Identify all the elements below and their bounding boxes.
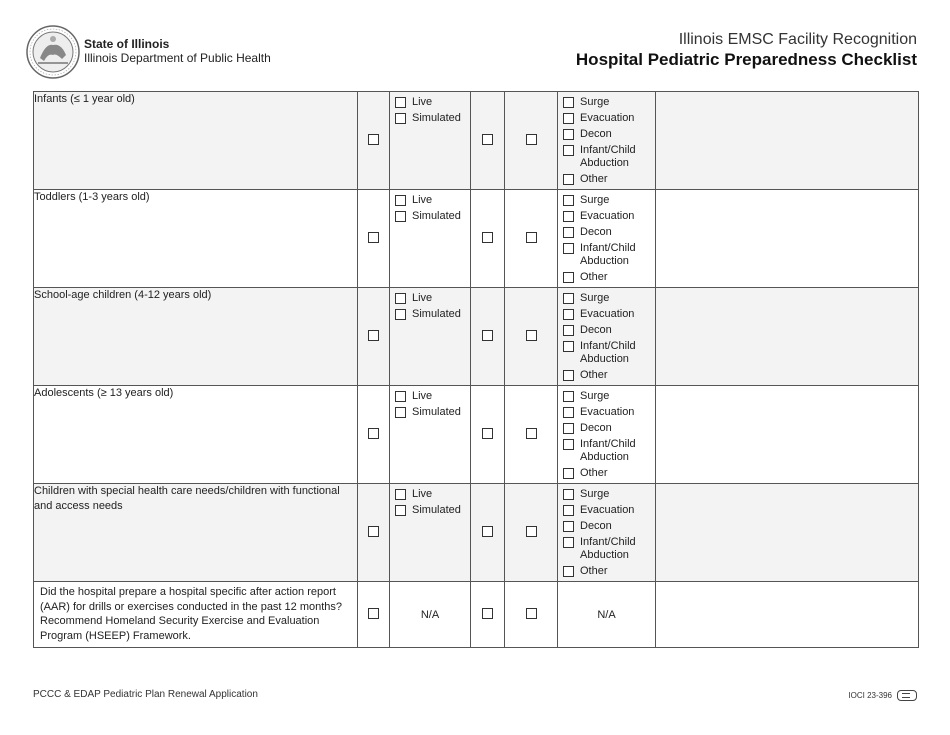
scenario-option-label: Evacuation: [580, 406, 635, 418]
scenario-checkbox[interactable]: [563, 227, 574, 238]
population-label: School-age children (4-12 years old): [34, 288, 358, 386]
scenario-option-label: Other: [580, 271, 608, 283]
drill-type-checkbox[interactable]: [395, 505, 406, 516]
population-label: Infants (≤ 1 year old): [34, 92, 358, 190]
footer-form-id: [848, 690, 917, 701]
scenario-option[interactable]: [563, 242, 655, 268]
table-row: [34, 190, 919, 288]
scenario-checkbox[interactable]: [563, 439, 574, 450]
scenario-options: [558, 288, 655, 382]
scenario-option-label: Infant/Child Abduction: [580, 242, 636, 267]
drill-conducted-checkbox[interactable]: [368, 330, 379, 341]
scenario-checkbox[interactable]: [563, 97, 574, 108]
scenario-checkbox[interactable]: [563, 468, 574, 479]
aar-checkbox-cell-b: [505, 582, 558, 648]
scenario-option-label: Surge: [580, 292, 610, 304]
column-checkbox-a[interactable]: [482, 428, 493, 439]
drill-type-options: [390, 92, 470, 125]
population-label: Toddlers (1-3 years old): [34, 190, 358, 288]
scenario-cell: [558, 190, 656, 288]
drill-type-cell: [390, 92, 471, 190]
scenario-option-label: Evacuation: [580, 504, 635, 516]
drill-type-cell: [390, 484, 471, 582]
checkbox-cell-b: [505, 190, 558, 288]
scenario-checkbox[interactable]: [563, 243, 574, 254]
scenario-option[interactable]: [563, 173, 655, 186]
scenario-checkbox[interactable]: [563, 174, 574, 185]
column-checkbox-a[interactable]: [482, 232, 493, 243]
scenario-option-label: Infant/Child Abduction: [580, 536, 636, 561]
scenario-cell: [558, 92, 656, 190]
drill-type-checkbox[interactable]: [395, 97, 406, 108]
scenario-checkbox[interactable]: [563, 423, 574, 434]
scenario-option-label: Decon: [580, 226, 612, 238]
column-checkbox-a[interactable]: [482, 526, 493, 537]
checkbox-cell-b: [505, 386, 558, 484]
aar-checkbox[interactable]: [368, 608, 379, 619]
scenario-checkbox[interactable]: [563, 370, 574, 381]
scenario-option[interactable]: [563, 504, 655, 517]
comments-cell[interactable]: [656, 92, 919, 190]
scenario-option[interactable]: [563, 390, 655, 403]
drill-type-options: [390, 288, 470, 321]
aar-comments-cell[interactable]: [656, 582, 919, 648]
document-subtitle: Illinois EMSC Facility Recognition: [678, 31, 917, 48]
checkbox-cell-a: [471, 288, 505, 386]
scenario-options: [558, 92, 655, 186]
column-checkbox-b[interactable]: [526, 330, 537, 341]
scenario-checkbox[interactable]: [563, 505, 574, 516]
scenario-option[interactable]: [563, 128, 655, 141]
drill-type-option-label: Simulated: [412, 504, 461, 516]
scenario-checkbox[interactable]: [563, 407, 574, 418]
scenario-option[interactable]: [563, 406, 655, 419]
table-row: [34, 92, 919, 190]
scenario-cell: [558, 484, 656, 582]
document-title: Hospital Pediatric Preparedness Checklist: [575, 50, 917, 69]
drill-type-option-label: Live: [412, 390, 433, 402]
drill-conducted-checkbox[interactable]: [368, 526, 379, 537]
scenario-option[interactable]: [563, 292, 655, 305]
drill-conducted-checkbox[interactable]: [368, 232, 379, 243]
population-label: Children with special health care needs/children with functional and access needs: [34, 484, 358, 582]
scenario-option-label: Evacuation: [580, 308, 635, 320]
drill-conducted-cell: [358, 386, 390, 484]
scenario-checkbox[interactable]: [563, 272, 574, 283]
table-row: [34, 288, 919, 386]
scenario-option[interactable]: [563, 210, 655, 223]
scenario-option[interactable]: [563, 194, 655, 207]
comments-cell[interactable]: [656, 190, 919, 288]
aar-checkbox-a[interactable]: [482, 608, 493, 619]
agency-state: State of Illinois: [84, 37, 170, 51]
scenario-option[interactable]: [563, 324, 655, 337]
scenario-options: [558, 190, 655, 284]
scenario-checkbox[interactable]: [563, 341, 574, 352]
drill-conducted-cell: [358, 190, 390, 288]
drill-type-checkbox[interactable]: [395, 309, 406, 320]
checkbox-cell-a: [471, 386, 505, 484]
checkbox-cell-b: [505, 92, 558, 190]
scenario-cell: [558, 386, 656, 484]
scenario-option-label: Surge: [580, 96, 610, 108]
scenario-option[interactable]: [563, 536, 655, 562]
scenario-option[interactable]: [563, 96, 655, 109]
scenario-checkbox[interactable]: [563, 521, 574, 532]
column-checkbox-b[interactable]: [526, 232, 537, 243]
aar-drill-na: N/A: [390, 582, 471, 648]
aar-row: [34, 582, 919, 648]
scenario-option[interactable]: [563, 520, 655, 533]
drill-type-checkbox[interactable]: [395, 211, 406, 222]
drill-conducted-cell: [358, 92, 390, 190]
comments-cell[interactable]: [656, 386, 919, 484]
drill-type-cell: [390, 386, 471, 484]
checkbox-cell-a: [471, 92, 505, 190]
scenario-checkbox[interactable]: [563, 391, 574, 402]
scenario-option-label: Decon: [580, 324, 612, 336]
page-header: [0, 0, 950, 90]
scenario-option-label: Evacuation: [580, 112, 635, 124]
footer-form-number: IOCI 23-396: [848, 691, 892, 700]
scenario-checkbox[interactable]: [563, 309, 574, 320]
scenario-option[interactable]: [563, 369, 655, 382]
drill-type-options: [390, 190, 470, 223]
aar-scenario-na: N/A: [558, 582, 656, 648]
drill-conducted-cell: [358, 484, 390, 582]
document-titles: [576, 30, 917, 70]
drill-type-option-label: Live: [412, 292, 433, 304]
footer-form-name: PCCC & EDAP Pediatric Plan Renewal Application: [33, 689, 258, 700]
scenario-option[interactable]: [563, 226, 655, 239]
drill-type-option-label: Live: [412, 194, 433, 206]
scenario-checkbox[interactable]: [563, 145, 574, 156]
drill-type-checkbox[interactable]: [395, 113, 406, 124]
scenario-checkbox[interactable]: [563, 195, 574, 206]
drill-type-option-label: Simulated: [412, 308, 461, 320]
drill-type-option[interactable]: [395, 504, 470, 517]
scenario-cell: [558, 288, 656, 386]
scenario-option[interactable]: [563, 438, 655, 464]
illinois-seal-icon: [26, 25, 80, 79]
table-row: [34, 386, 919, 484]
scenario-option-label: Other: [580, 467, 608, 479]
drill-type-option-label: Live: [412, 96, 433, 108]
drill-type-checkbox[interactable]: [395, 293, 406, 304]
checkbox-cell-b: [505, 288, 558, 386]
population-label: Adolescents (≥ 13 years old): [34, 386, 358, 484]
scenario-option-label: Infant/Child Abduction: [580, 340, 636, 365]
checkbox-cell-b: [505, 484, 558, 582]
scenario-option-label: Other: [580, 369, 608, 381]
drill-conducted-checkbox[interactable]: [368, 134, 379, 145]
scenario-option-label: Decon: [580, 520, 612, 532]
ioci-logo-icon: [897, 690, 917, 701]
scenario-option[interactable]: [563, 565, 655, 578]
scenario-checkbox[interactable]: [563, 293, 574, 304]
checkbox-cell-a: [471, 190, 505, 288]
scenario-option-label: Surge: [580, 488, 610, 500]
drill-type-option-label: Live: [412, 488, 433, 500]
agency-name: [84, 37, 271, 65]
agency-department: Illinois Department of Public Health: [84, 51, 271, 65]
aar-checkbox-cell-a: [471, 582, 505, 648]
scenario-checkbox[interactable]: [563, 211, 574, 222]
column-checkbox-a[interactable]: [482, 330, 493, 341]
column-checkbox-a[interactable]: [482, 134, 493, 145]
scenario-option-label: Other: [580, 565, 608, 577]
drill-type-checkbox[interactable]: [395, 407, 406, 418]
scenario-option[interactable]: [563, 340, 655, 366]
column-checkbox-b[interactable]: [526, 428, 537, 439]
drill-type-options: [390, 386, 470, 419]
column-checkbox-b[interactable]: [526, 526, 537, 537]
scenario-option[interactable]: [563, 467, 655, 480]
scenario-options: [558, 386, 655, 480]
scenario-checkbox[interactable]: [563, 113, 574, 124]
aar-checkbox-b[interactable]: [526, 608, 537, 619]
drill-type-checkbox[interactable]: [395, 489, 406, 500]
scenario-option-label: Infant/Child Abduction: [580, 438, 636, 463]
scenario-option-label: Surge: [580, 194, 610, 206]
column-checkbox-b[interactable]: [526, 134, 537, 145]
scenario-option[interactable]: [563, 308, 655, 321]
drill-type-checkbox[interactable]: [395, 195, 406, 206]
scenario-option[interactable]: [563, 144, 655, 170]
scenario-option-label: Other: [580, 173, 608, 185]
drill-conducted-checkbox[interactable]: [368, 428, 379, 439]
scenario-checkbox[interactable]: [563, 489, 574, 500]
aar-question: Did the hospital prepare a hospital specific after action report (AAR) for drills or exercises conducted in the past 12 months? Recommend Homeland Security Exercise and Evaluation Program (HSEEP) Framework.: [34, 582, 358, 648]
scenario-option[interactable]: [563, 271, 655, 284]
scenario-option-label: Evacuation: [580, 210, 635, 222]
drill-type-option[interactable]: [395, 390, 470, 403]
scenario-option[interactable]: [563, 422, 655, 435]
scenario-option-label: Surge: [580, 390, 610, 402]
scenario-checkbox[interactable]: [563, 566, 574, 577]
drill-type-option[interactable]: [395, 210, 470, 223]
drill-type-option[interactable]: [395, 112, 470, 125]
scenario-checkbox[interactable]: [563, 325, 574, 336]
aar-checkbox-cell: [358, 582, 390, 648]
drill-type-option[interactable]: [395, 194, 470, 207]
scenario-option[interactable]: [563, 488, 655, 501]
drill-type-option-label: Simulated: [412, 210, 461, 222]
checklist-table: [33, 91, 919, 648]
drill-type-option[interactable]: [395, 96, 470, 109]
drill-type-option[interactable]: [395, 292, 470, 305]
drill-type-option[interactable]: [395, 308, 470, 321]
drill-type-cell: [390, 288, 471, 386]
comments-cell[interactable]: [656, 484, 919, 582]
scenario-option-label: Decon: [580, 128, 612, 140]
checkbox-cell-a: [471, 484, 505, 582]
drill-conducted-cell: [358, 288, 390, 386]
scenario-options: [558, 484, 655, 578]
drill-type-cell: [390, 190, 471, 288]
comments-cell[interactable]: [656, 288, 919, 386]
scenario-checkbox[interactable]: [563, 129, 574, 140]
drill-type-options: [390, 484, 470, 517]
drill-type-checkbox[interactable]: [395, 391, 406, 402]
drill-type-option[interactable]: [395, 488, 470, 501]
drill-type-option-label: Simulated: [412, 406, 461, 418]
scenario-option[interactable]: [563, 112, 655, 125]
table-row: [34, 484, 919, 582]
drill-type-option-label: Simulated: [412, 112, 461, 124]
scenario-option-label: Infant/Child Abduction: [580, 144, 636, 169]
drill-type-option[interactable]: [395, 406, 470, 419]
scenario-checkbox[interactable]: [563, 537, 574, 548]
scenario-option-label: Decon: [580, 422, 612, 434]
